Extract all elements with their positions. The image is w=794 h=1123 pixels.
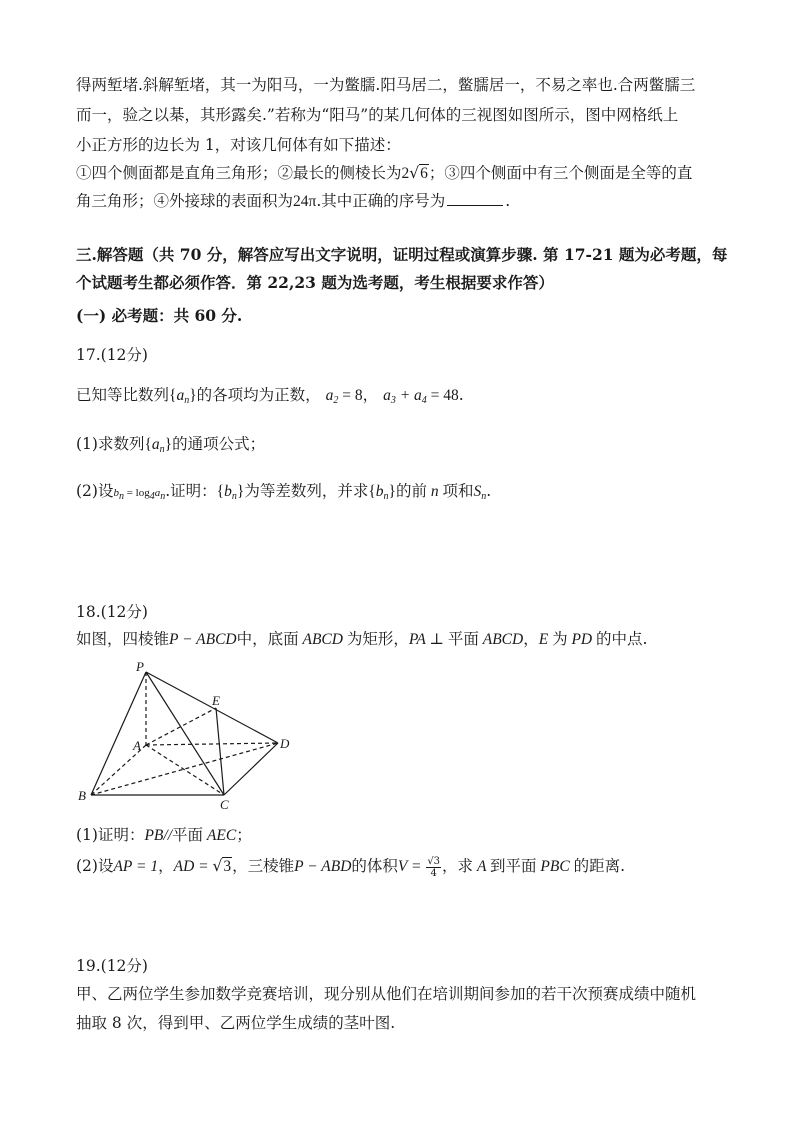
intro-line-5: 角三角形；④外接球的表面积为24π.其中正确的序号为 .	[76, 192, 511, 210]
intro-line-4: ①四个侧面都是直角三角形；②最长的侧棱长为2√6；③四个侧面中有三个侧面是全等的直	[76, 162, 718, 185]
q19-header: 19.(12分)	[76, 957, 148, 975]
q19-line-1: 甲、乙两位学生参加数学竞赛培训，现分别从他们在培训期间参加的若干次预赛成绩中随机	[76, 985, 697, 1003]
edge-PC	[146, 672, 224, 795]
pyramid-figure	[76, 660, 306, 810]
section-3-heading-line-2: 个试题考生都必须作答．第 22,23 题为选考题，考生根据要求作答）	[76, 273, 554, 292]
label-E: E	[212, 693, 220, 708]
q17-part-1: (1)求数列$\{a_n\}$的通项公式；	[76, 435, 266, 455]
edge-CD	[224, 743, 278, 795]
q18-header: 18.(12分)	[76, 603, 148, 621]
q19-line-2: 抽取 8 次，得到甲、乙两位学生成绩的茎叶图.	[76, 1014, 396, 1032]
label-C: C	[220, 797, 229, 810]
q18-part-2: (2)设AP = 1，AD = √3，三棱锥P − ABD的体积V = $\frac{√3}{4}$ ，求 A 到平面 PBC 的距离.	[76, 855, 625, 879]
section-3-heading-line-1: 三.解答题（共 70 分，解答应写出文字说明，证明过程或演算步骤. 第 17-21 题为必考题，每	[76, 245, 728, 264]
q17-stem: 已知等比数列$\{a_n\}$的各项均为正数， $a_2 = 8$， $a_3 + a_4 = 48$.	[76, 386, 464, 406]
q18-part-1: (1)证明：PB//平面 AEC；	[76, 826, 252, 844]
edge-AC	[146, 745, 224, 795]
label-B: B	[78, 788, 86, 803]
answer-blank	[447, 191, 503, 206]
label-D: D	[280, 736, 290, 751]
edge-CE	[216, 708, 224, 795]
edge-PB	[91, 672, 146, 795]
sqrt-6: √6	[409, 164, 428, 182]
q18-stem: 如图，四棱锥P − ABCD中，底面 ABCD 为矩形，PA ⊥ 平面 ABCD，E 为 PD 的中点.	[76, 630, 648, 648]
intro-line-2: 而一，验之以棊，其形露矣.”若称为“阳马”的某几何体的三视图如图所示，图中网格纸上	[76, 106, 679, 124]
volume-fraction: $\frac{√3}{4}$	[427, 855, 441, 879]
intro-line-3: 小正方形的边长为 1，对该几何体有如下描述：	[76, 136, 401, 154]
label-P: P	[136, 660, 144, 674]
intro-line-1: 得两堑堵.斜解堑堵，其一为阳马，一为鳖臑.阳马居二，鳖臑居一，不易之率也.合两鳖臑三	[76, 76, 696, 94]
q17-header: 17.(12分)	[76, 346, 148, 364]
edge-AD	[146, 743, 278, 745]
required-questions-heading: (一) 必考题：共 60 分.	[76, 306, 243, 325]
label-A: A	[133, 738, 141, 753]
q17-part-2: (2)设bn = log4an.证明：$\{b_n\}$为等差数列，并求$\{b_n\}$的前 n 项和$S_n$.	[76, 482, 492, 502]
